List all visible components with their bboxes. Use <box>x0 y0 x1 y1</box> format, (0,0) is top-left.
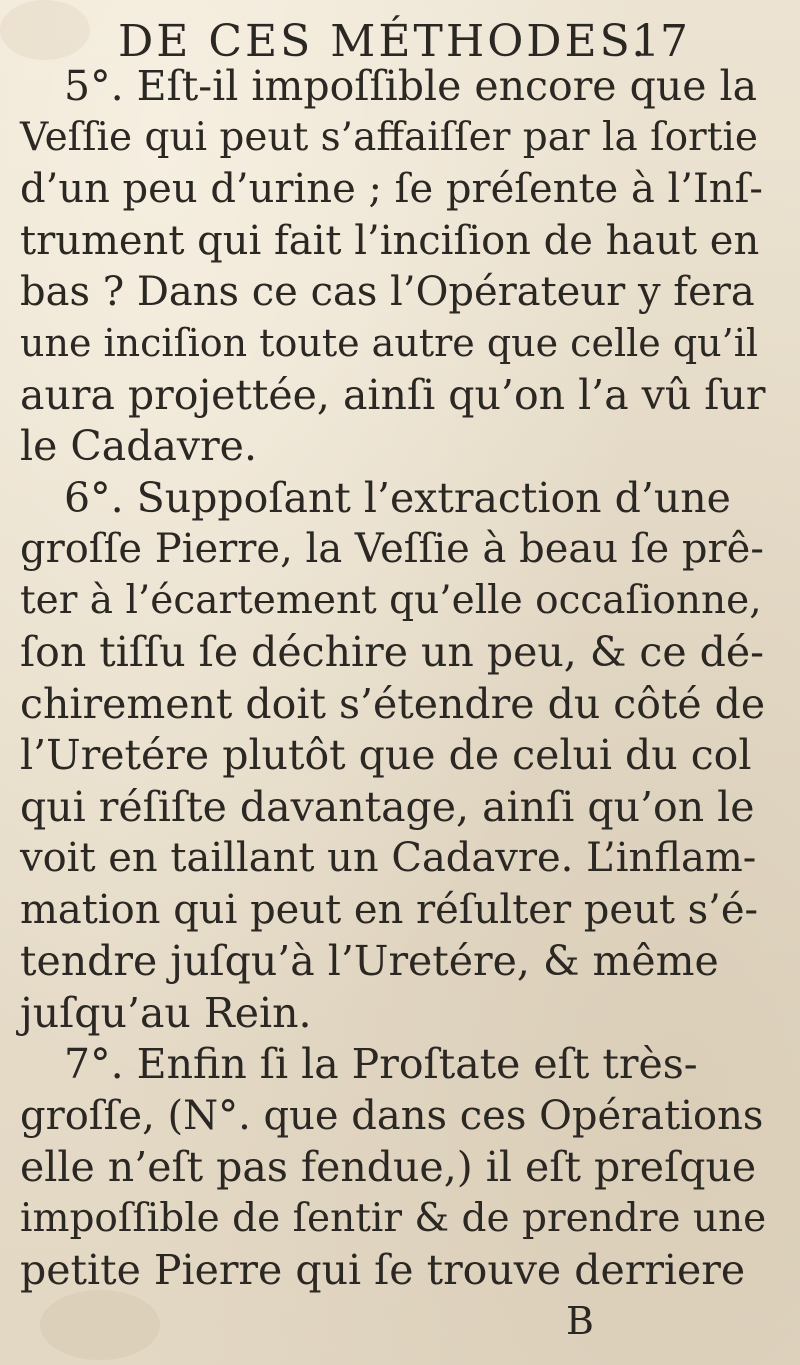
text-line: qui réſiſte davantage, ainſi qu’on le <box>20 783 755 831</box>
text-line: elle n’eſt pas fendue,) il eſt preſque <box>20 1143 757 1191</box>
text-line: ſon tiſſu ſe déchire un peu, & ce dé- <box>20 628 765 676</box>
text-line: aura projettée, ainſi qu’on l’a vû ſur <box>20 371 766 419</box>
running-head: DE CES MÉTHODES. <box>118 16 649 67</box>
text-line: petite Pierre qui ſe trouve derriere <box>20 1246 746 1294</box>
text-line: 6°. Suppoſant l’extraction d’une <box>64 474 731 522</box>
text-line: trument qui fait l’inciſion de haut en <box>20 218 760 264</box>
text-line: d’un peu d’urine ; ſe préſente à l’Inſ- <box>20 166 763 212</box>
text-line: voit en taillant un Cadavre. L’inflam- <box>20 835 757 881</box>
text-line: Veſſie qui peut s’affaiſſer par la ſortie <box>20 115 758 160</box>
text-line: le Cadavre. <box>20 422 257 470</box>
text-line: ter à l’écartement qu’elle occaſionne, <box>20 578 762 623</box>
text-line: groſſe Pierre, la Veſſie à beau ſe prê- <box>20 526 764 572</box>
signature-mark: B <box>566 1299 594 1343</box>
paper-stain <box>40 1290 160 1360</box>
text-line: 5°. Eſt-il impoſſible encore que la <box>64 62 758 110</box>
text-line: mation qui peut en réſulter peut s’é- <box>20 887 759 933</box>
page-number: 17 <box>632 16 688 67</box>
text-line: impoſſible de ſentir & de prendre une <box>20 1196 767 1241</box>
text-line: une inciſion toute autre que celle qu’il <box>20 321 759 365</box>
text-line: chirement doit s’étendre du côté de <box>20 680 766 728</box>
text-line: juſqu’au Rein. <box>20 989 312 1037</box>
text-line: 7°. Enfin ſi la Proſtate eſt très- <box>64 1040 698 1088</box>
text-line: l’Uretére plutôt que de celui du col <box>20 731 752 779</box>
text-line: tendre juſqu’à l’Uretére, & même <box>20 937 719 985</box>
text-line: groſſe, (N°. que dans ces Opérations <box>20 1093 764 1139</box>
text-line: bas ? Dans ce cas l’Opérateur y fera <box>20 269 755 315</box>
